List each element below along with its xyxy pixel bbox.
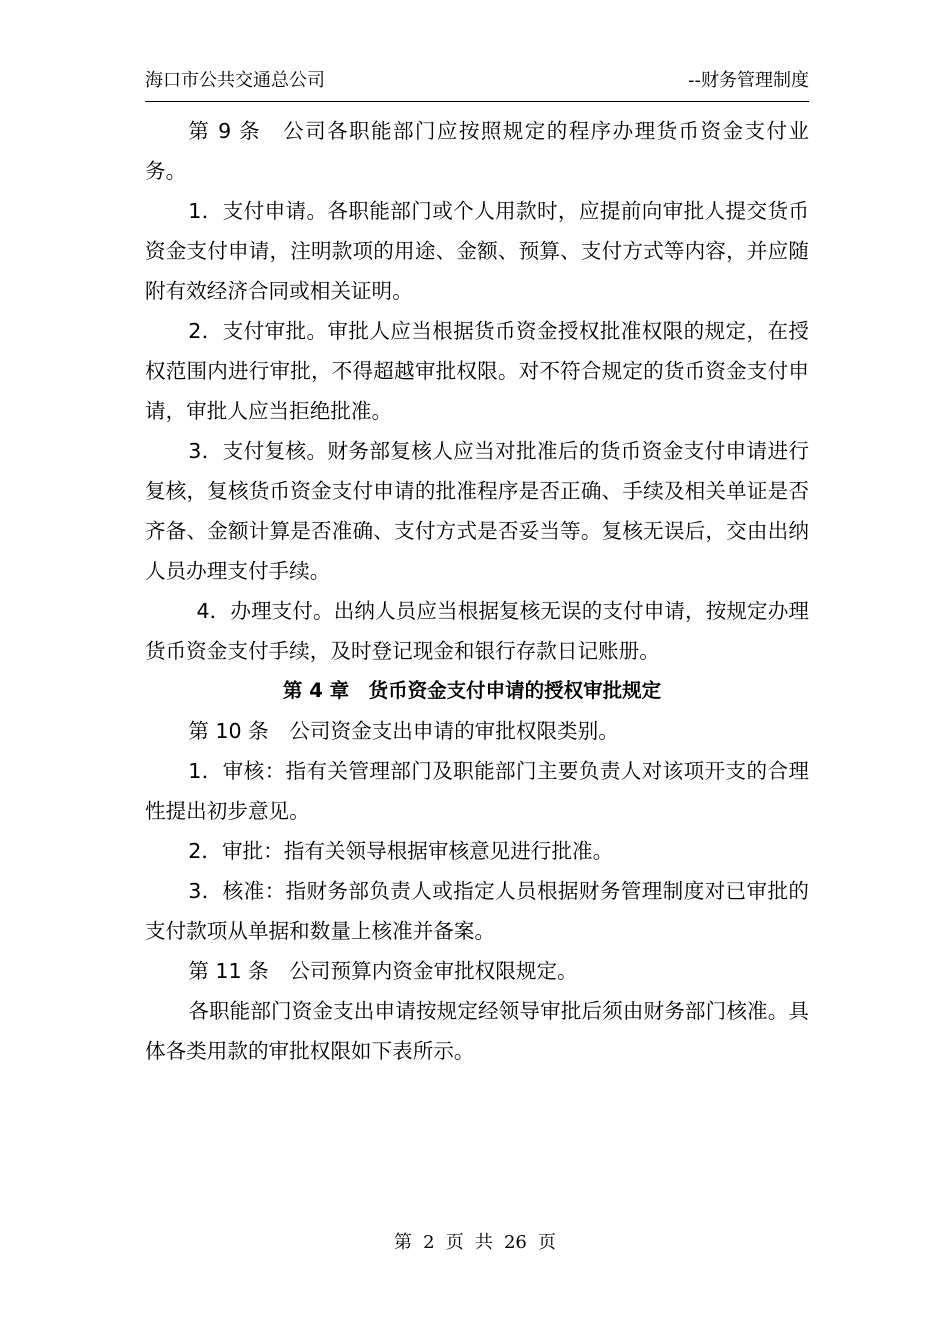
article-10-paragraph: 第 10 条 公司资金支出申请的审批权限类别。 (188, 719, 619, 743)
document-body (145, 111, 809, 1071)
payment-application-paragraph: 1．支付申请。各职能部门或个人用款时，应提前向审批人提交货币资金支付申请，注明款项的用途、金额、预算、支付方式等内容，并应随附有效经济合同或相关证明。 (145, 199, 809, 303)
chapter-4-heading: 第 4 章 货币资金支付申请的授权审批规定 (282, 679, 662, 702)
review-definition-paragraph: 1．审核：指有关管理部门及职能部门主要负责人对该项开支的合理性提出初步意见。 (145, 759, 809, 823)
article-11-paragraph: 第 11 条 公司预算内资金审批权限规定。 (188, 959, 578, 983)
header-divider (145, 101, 809, 102)
payment-approval-paragraph: 2．支付审批。审批人应当根据货币资金授权批准权限的规定，在授权范围内进行审批，不得超越审批权限。对不符合规定的货币资金支付申请，审批人应当拒绝批准。 (145, 319, 809, 423)
payment-handling-paragraph: 4．办理支付。出纳人员应当根据复核无误的支付申请，按规定办理货币资金支付手续，及时登记现金和银行存款日记账册。 (145, 599, 809, 663)
payment-review-paragraph: 3．支付复核。财务部复核人应当对批准后的货币资金支付申请进行复核，复核货币资金支付申请的批准程序是否正确、手续及相关单证是否齐备、金额计算是否准确、支付方式是否妥当等。复核无误后，交由出纳人员办理支付手续。 (145, 439, 809, 583)
page-number-footer: 第 2 页 共 26 页 (394, 1232, 556, 1253)
header-company-name: 海口市公共交通总公司 (145, 70, 325, 91)
approval-definition-paragraph: 2．审批：指有关领导根据审核意见进行批准。 (188, 839, 614, 863)
header-document-title: --财务管理制度 (688, 70, 809, 91)
budget-approval-paragraph: 各职能部门资金支出申请按规定经领导审批后须由财务部门核准。具体各类用款的审批权限如下表所示。 (145, 999, 809, 1063)
article-9-paragraph: 第 9 条 公司各职能部门应按照规定的程序办理货币资金支付业务。 (145, 119, 809, 183)
verification-definition-paragraph: 3．核准：指财务部负责人或指定人员根据财务管理制度对已审批的支付款项从单据和数量上核准并备案。 (145, 879, 809, 943)
page-header (145, 66, 809, 96)
